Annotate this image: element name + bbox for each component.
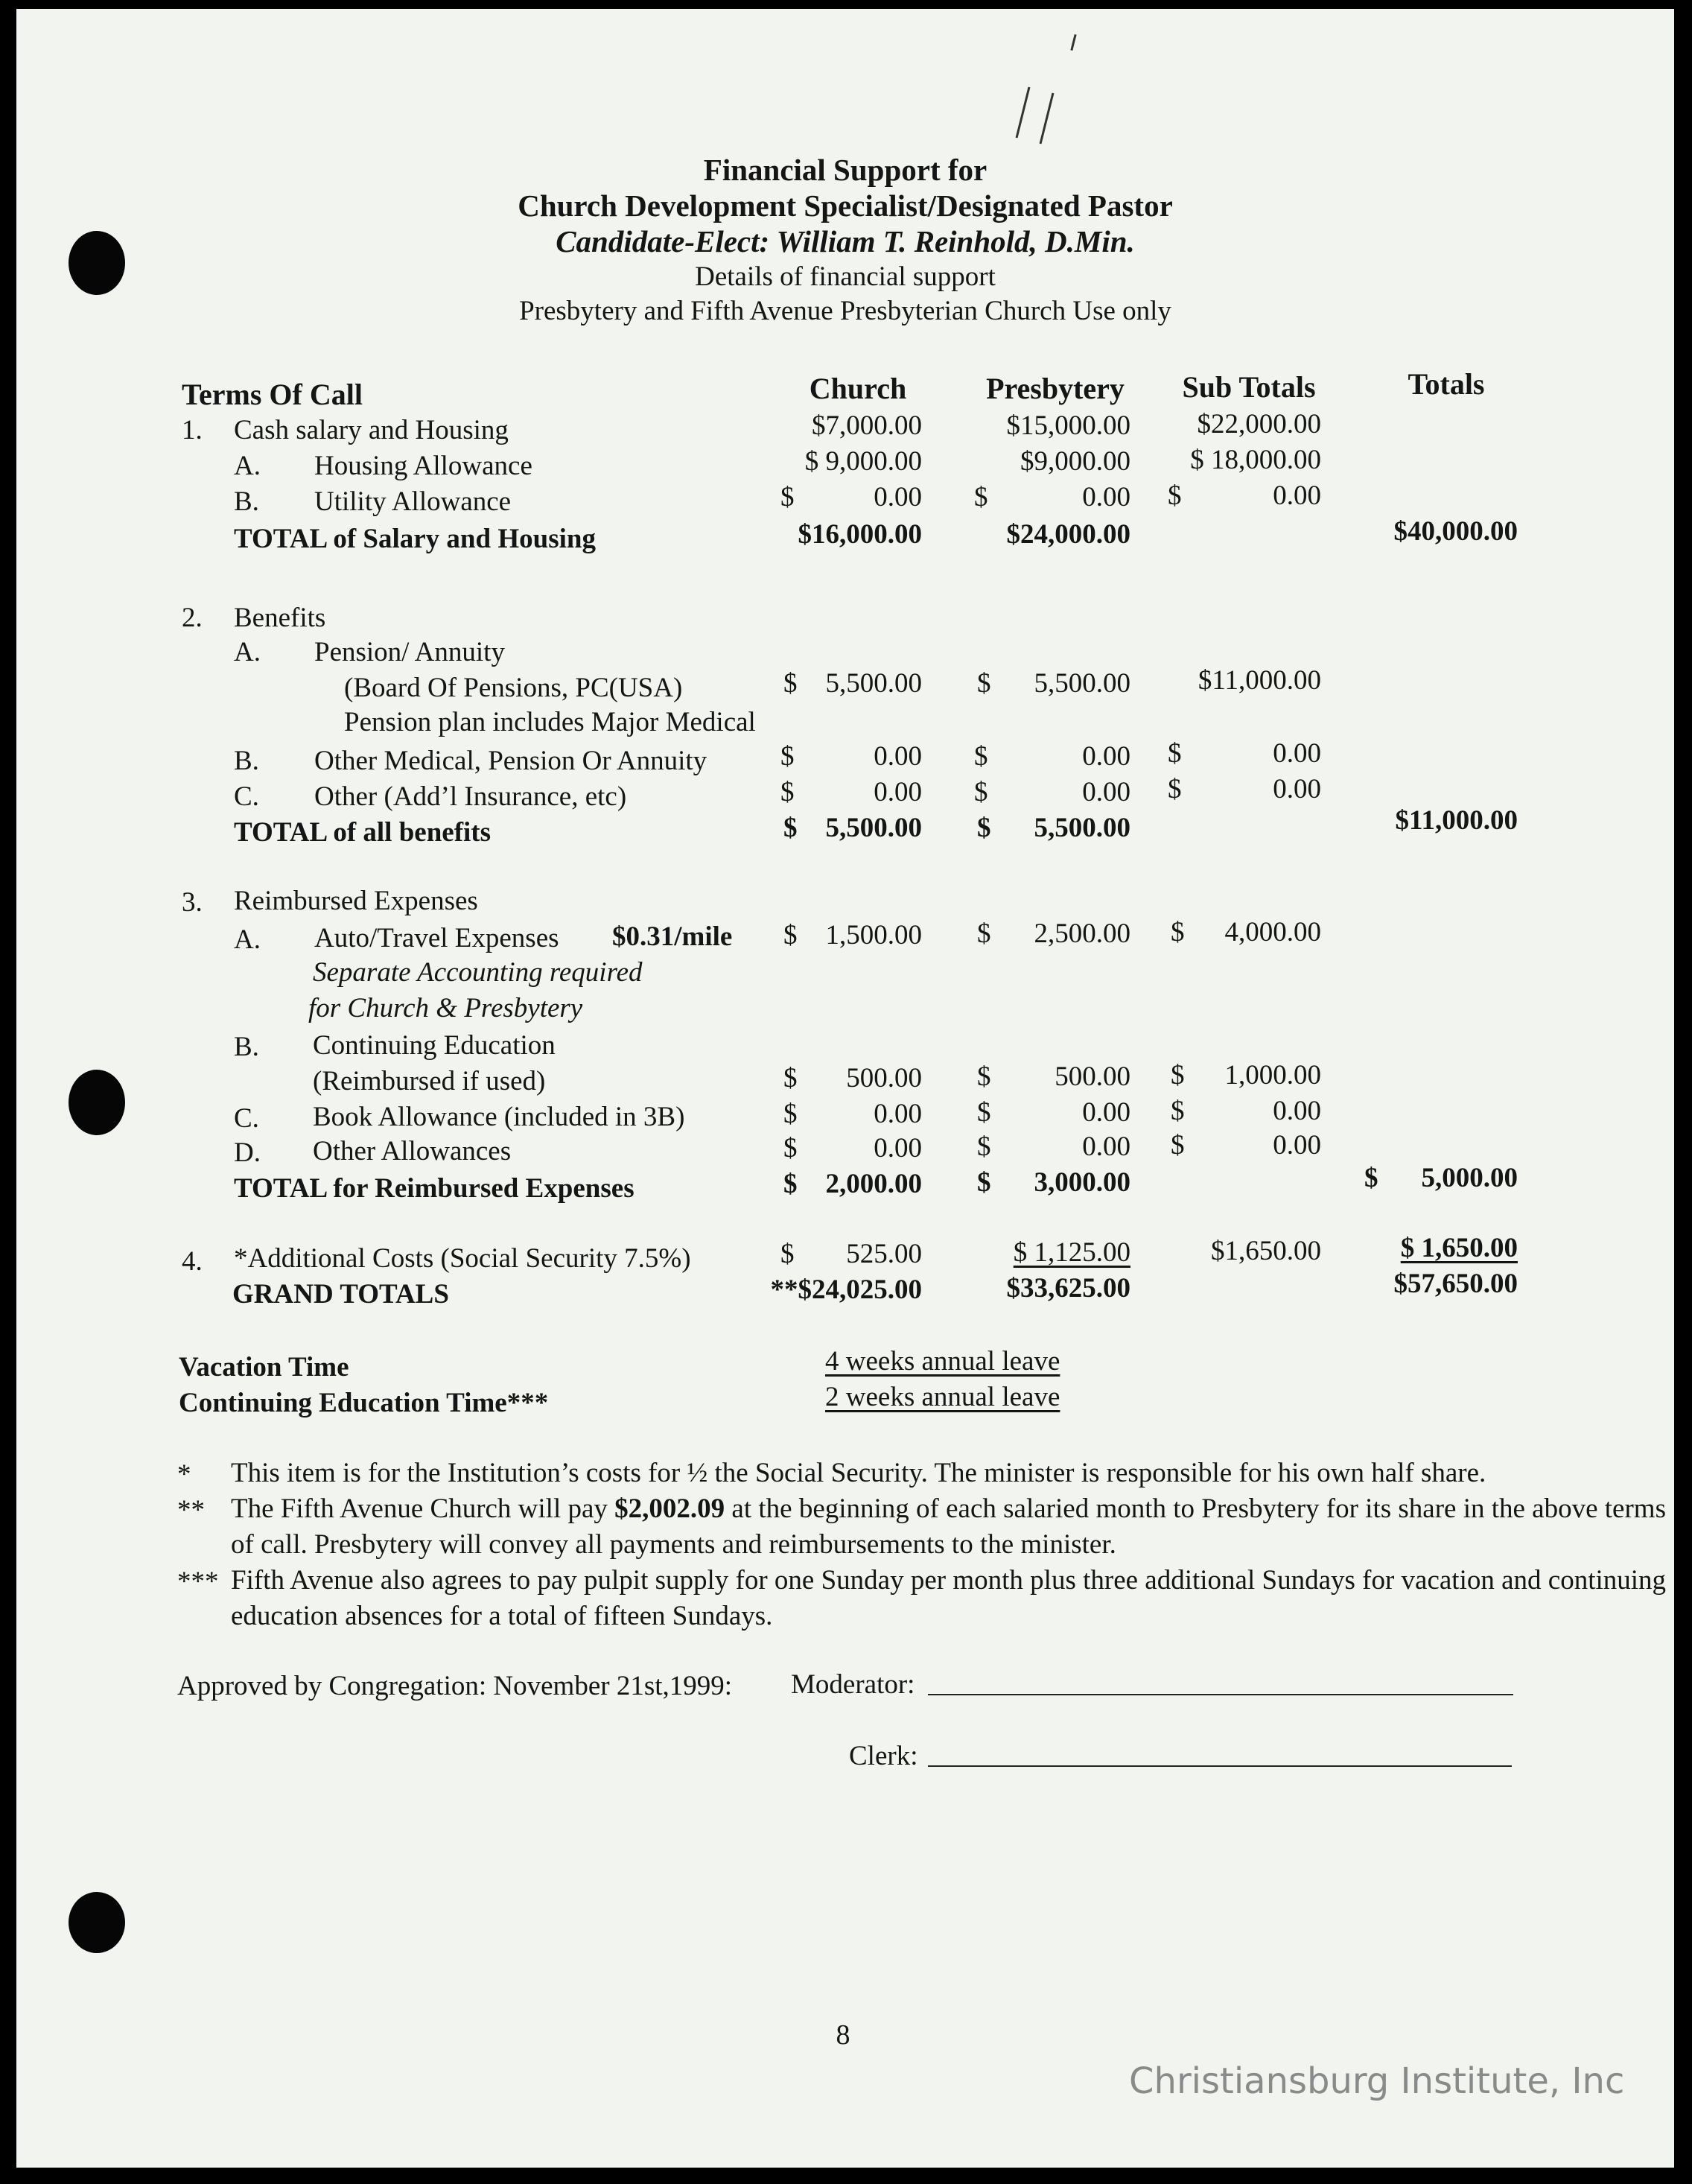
amount-presbytery: $ 2,500.00 (977, 918, 1130, 949)
footnote-marker: *** (177, 1566, 219, 1597)
section-label: Reimbursed Expenses (234, 886, 478, 916)
section-total-label: TOTAL for Reimbursed Expenses (234, 1173, 634, 1204)
section-number: 1. (182, 415, 203, 445)
amount-presbytery: $ 5,500.00 (977, 668, 1130, 699)
clerk-label: Clerk: (849, 1741, 918, 1771)
amount-presbytery: $ 0.00 (974, 777, 1130, 807)
footnote-text: This item is for the Institution’s costs for ½ the Social Security. The minister is responsible for his own half share. (231, 1458, 1486, 1488)
amount-church: $ 5,500.00 (783, 668, 922, 699)
total-church: $16,000.00 (798, 519, 922, 550)
binder-hole-middle (69, 1070, 125, 1135)
amount-church: $ 0.00 (783, 1099, 922, 1129)
section-total-label: TOTAL of all benefits (234, 817, 492, 848)
item-label: Pension/ Annuity (314, 637, 505, 667)
footnote-text: The Fifth Avenue Church will pay $2,002.09 at the beginning of each salaried month to Presbytery for its share in the above terms of call. Presbytery will convey all payments and reimbursements to the minister. (231, 1493, 1666, 1560)
title-line-1: Financial Support for (703, 153, 987, 187)
section-total-label: TOTAL of Salary and Housing (234, 524, 596, 554)
amount-church: $ 0.00 (780, 777, 922, 807)
amount-subtotal: $ 0.00 (1168, 480, 1321, 511)
amount-subtotal: $ 0.00 (1171, 1096, 1321, 1126)
section-label: *Additional Costs (Social Security 7.5%) (234, 1243, 691, 1274)
total-church: $ 5,500.00 (783, 813, 922, 843)
education-time-label: Continuing Education Time*** (179, 1388, 549, 1418)
item-letter: A. (234, 451, 261, 481)
footnote-marker: ** (177, 1495, 205, 1526)
item-letter: D. (234, 1137, 261, 1168)
footnote-text: Fifth Avenue also agrees to pay pulpit supply for one Sunday per month plus three additional Sundays for vacation and continuing education absences for a total of fifteen Sundays. (231, 1565, 1667, 1631)
vacation-time-label: Vacation Time (179, 1352, 349, 1383)
item-letter: A. (234, 637, 261, 667)
page-number: 8 (836, 2019, 850, 2051)
total-presbytery: $24,000.00 (1006, 519, 1130, 550)
item-label: Housing Allowance (314, 451, 532, 481)
amount-subtotal: $1,650.00 (1211, 1236, 1321, 1266)
amount-presbytery: $ 0.00 (977, 1131, 1130, 1162)
pen-mark (1016, 87, 1031, 139)
total-presbytery: $ 5,500.00 (977, 813, 1130, 843)
item-sub-label: Pension plan includes Major Medical (344, 707, 756, 737)
total-grand: $ 1,650.00 (1400, 1233, 1518, 1263)
item-label: Utility Allowance (314, 486, 512, 517)
candidate-line: Candidate-Elect: William T. Reinhold, D.Min. (556, 224, 1135, 258)
mileage-rate: $0.31/mile (612, 921, 733, 952)
grand-total-presbytery: $33,625.00 (1006, 1273, 1130, 1304)
amount-subtotal: $ 1,000.00 (1171, 1060, 1321, 1091)
amount-presbytery: $ 500.00 (977, 1061, 1130, 1092)
column-header-church: Church (809, 372, 907, 405)
moderator-label: Moderator: (791, 1669, 915, 1700)
amount-presbytery: $ 1,125.00 (1013, 1237, 1130, 1268)
grand-total-overall: $57,650.00 (1393, 1269, 1518, 1299)
column-header-subtotals: Sub Totals (1182, 370, 1316, 404)
item-letter: B. (234, 486, 259, 517)
footnote-marker: * (177, 1459, 191, 1490)
item-letter: C. (234, 1103, 259, 1134)
column-header-terms: Terms Of Call (182, 378, 363, 411)
subtitle-line-1: Details of financial support (695, 261, 996, 292)
amount-subtotal: $11,000.00 (1198, 665, 1321, 696)
section-label: Cash salary and Housing (234, 415, 509, 445)
amount-church: $ 0.00 (780, 482, 922, 512)
item-label: Auto/Travel Expenses (314, 923, 559, 953)
total-grand: $40,000.00 (1393, 516, 1518, 547)
section-number: 3. (182, 887, 203, 918)
clerk-signature-line (928, 1765, 1512, 1767)
amount-subtotal: $ 18,000.00 (1190, 445, 1321, 475)
item-label: Other Medical, Pension Or Annuity (314, 746, 707, 776)
amount-subtotal: $ 0.00 (1168, 738, 1321, 769)
vacation-time-value: 4 weeks annual leave (825, 1346, 1060, 1377)
title-line-2: Church Development Specialist/Designated Pastor (518, 188, 1173, 223)
binder-hole-bottom (69, 1892, 125, 1953)
item-label: Book Allowance (included in 3B) (313, 1102, 685, 1132)
amount-presbytery: $9,000.00 (1020, 446, 1130, 477)
subtitle-line-2: Presbytery and Fifth Avenue Presbyterian Church Use only (519, 296, 1171, 326)
amount-church: $ 525.00 (780, 1239, 922, 1269)
approval-statement: Approved by Congregation: November 21st,1999: (177, 1671, 733, 1701)
amount-presbytery: $ 0.00 (977, 1097, 1130, 1128)
education-time-value: 2 weeks annual leave (825, 1382, 1060, 1412)
total-church: $ 2,000.00 (783, 1169, 922, 1199)
grand-total-church: **$24,025.00 (770, 1274, 922, 1305)
item-label: Other (Add’l Insurance, etc) (314, 781, 627, 812)
pen-mark (1070, 34, 1076, 51)
item-letter: B. (234, 746, 259, 776)
section-number: 2. (182, 603, 203, 633)
document-page (16, 9, 1674, 2168)
amount-subtotal: $ 4,000.00 (1171, 917, 1321, 947)
amount-subtotal: $ 0.00 (1171, 1130, 1321, 1161)
amount-presbytery: $ 0.00 (974, 741, 1130, 772)
item-letter: B. (234, 1032, 259, 1062)
item-letter: C. (234, 781, 259, 812)
amount-presbytery: $ 0.00 (974, 482, 1130, 512)
amount-church: $ 500.00 (783, 1063, 922, 1093)
column-header-presbytery: Presbytery (986, 372, 1125, 405)
column-header-totals: Totals (1408, 367, 1485, 401)
item-note: for Church & Presbytery (308, 993, 583, 1023)
amount-subtotal: $22,000.00 (1197, 409, 1321, 439)
item-label: Other Allowances (313, 1136, 512, 1166)
total-presbytery: $ 3,000.00 (977, 1167, 1130, 1198)
section-label: Benefits (234, 603, 326, 633)
total-grand: $11,000.00 (1395, 805, 1518, 836)
amount-subtotal: $ 0.00 (1168, 774, 1321, 804)
amount-presbytery: $15,000.00 (1006, 410, 1130, 441)
item-label: Continuing Education (313, 1030, 556, 1061)
moderator-signature-line (928, 1694, 1513, 1695)
item-sub-label: (Reimbursed if used) (313, 1066, 546, 1096)
section-number: 4. (182, 1246, 203, 1277)
item-letter: A. (234, 924, 261, 955)
item-note: Separate Accounting required (313, 957, 643, 988)
amount-church: $7,000.00 (812, 410, 922, 441)
total-grand: $ 5,000.00 (1364, 1163, 1518, 1193)
amount-church: $ 1,500.00 (783, 920, 922, 950)
amount-church: $ 9,000.00 (804, 446, 922, 477)
amount-church: $ 0.00 (780, 741, 922, 772)
pen-mark (1040, 93, 1055, 145)
watermark: Christiansburg Institute, Inc (1129, 2060, 1625, 2102)
item-sub-label: (Board Of Pensions, PC(USA) (344, 673, 683, 703)
grand-totals-label: GRAND TOTALS (232, 1279, 449, 1310)
amount-church: $ 0.00 (783, 1133, 922, 1164)
